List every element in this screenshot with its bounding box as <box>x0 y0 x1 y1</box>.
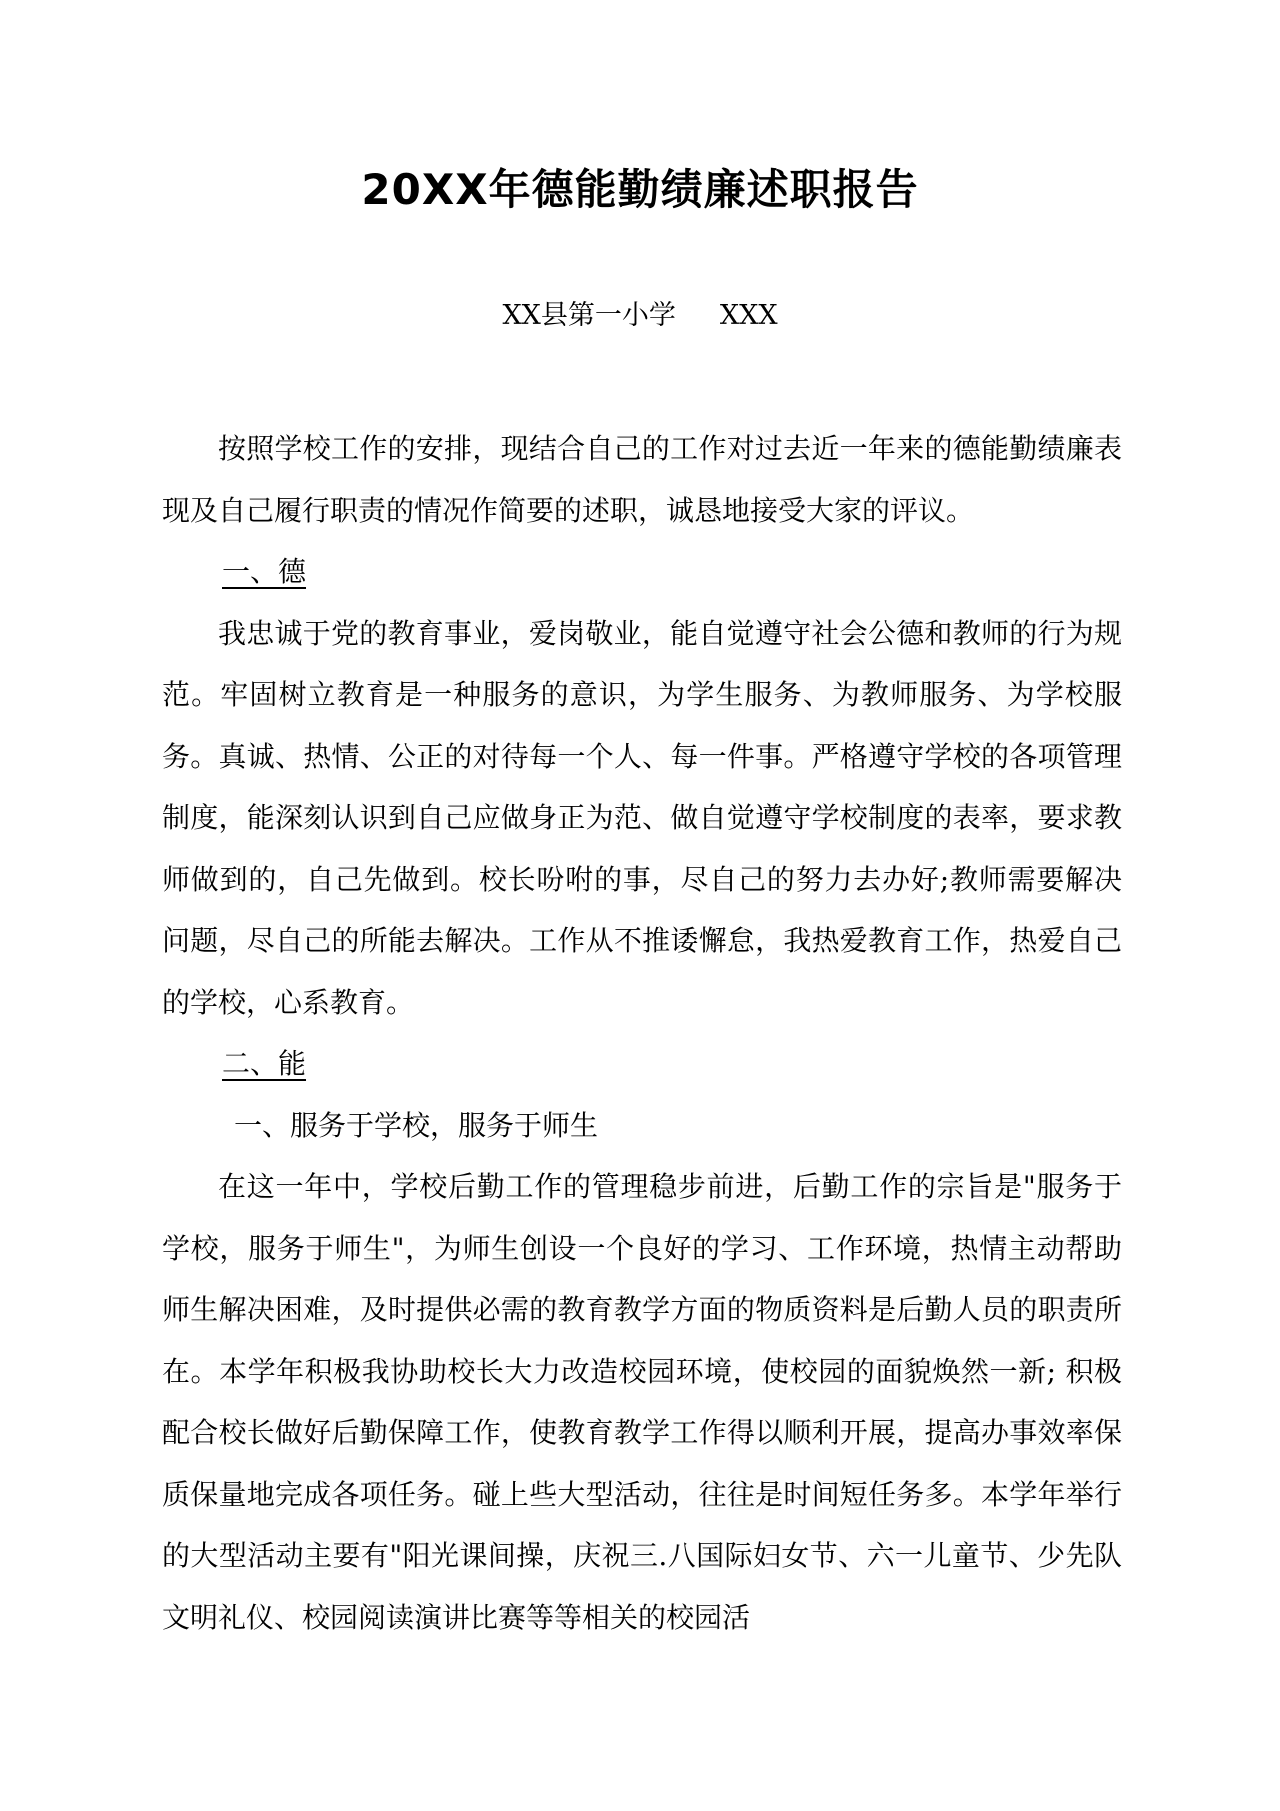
document-title: 20XX年德能勤绩廉述职报告 <box>361 165 919 214</box>
author-line <box>0 296 1280 336</box>
section-heading-neng-text: 二、能 <box>222 1047 307 1080</box>
author-name: XXX <box>719 300 778 331</box>
section-de-paragraph: 我忠诚于党的教育事业，爱岗敬业，能自觉遵守社会公德和教师的行为规范。牢固树立教育是一种服务的意识，为学生服务、为教师服务、为学校服务。真诚、热情、公正的对待每一个人、每一件事。严格遵守学校的各项管理制度，能深刻认识到自己应做身正为范、做自觉遵守学校制度的表率，要求教师做到的，自己先做到。校长吩咐的事，尽自己的努力去办好;教师需要解决问题，尽自己的所能去解决。工作从不推诿懈怠，我热爱教育工作，热爱自己的学校，心系教育。 <box>162 616 1122 1019</box>
section-neng-paragraph: 在这一年中，学校后勤工作的管理稳步前进，后勤工作的宗旨是"服务于学校，服务于师生"，为师生创设一个良好的学习、工作环境，热情主动帮助师生解决困难，及时提供必需的教育教学方面的物质资料是后勤人员的职责所在。本学年积极我协助校长大力改造校园环境，使校园的面貌焕然一新; 积极配合校长做好后勤保障工作，使教育教学工作得以顺利开展，提高办事效率保质保量地完成各项任务。碰上些大型活动，往往是时间短任务多。本学年举行的大型活动主要有"阳光课间操，庆祝三.八国际妇女节、六一儿童节、少先队文明礼仪、校园阅读演讲比赛等等相关的校园活 <box>162 1170 1122 1634</box>
document-body <box>162 418 1122 1648</box>
section-heading-de <box>162 541 1122 603</box>
author-school: XX县第一小学 <box>502 300 676 331</box>
section-heading-neng <box>162 1033 1122 1095</box>
section-heading-de-text: 一、德 <box>222 555 307 588</box>
intro-paragraph: 按照学校工作的安排，现结合自己的工作对过去近一年来的德能勤绩廉表现及自己履行职责的情况作简要的述职，诚恳地接受大家的评议。 <box>162 432 1122 527</box>
section-neng-subheading: 一、服务于学校，服务于师生 <box>234 1108 599 1142</box>
